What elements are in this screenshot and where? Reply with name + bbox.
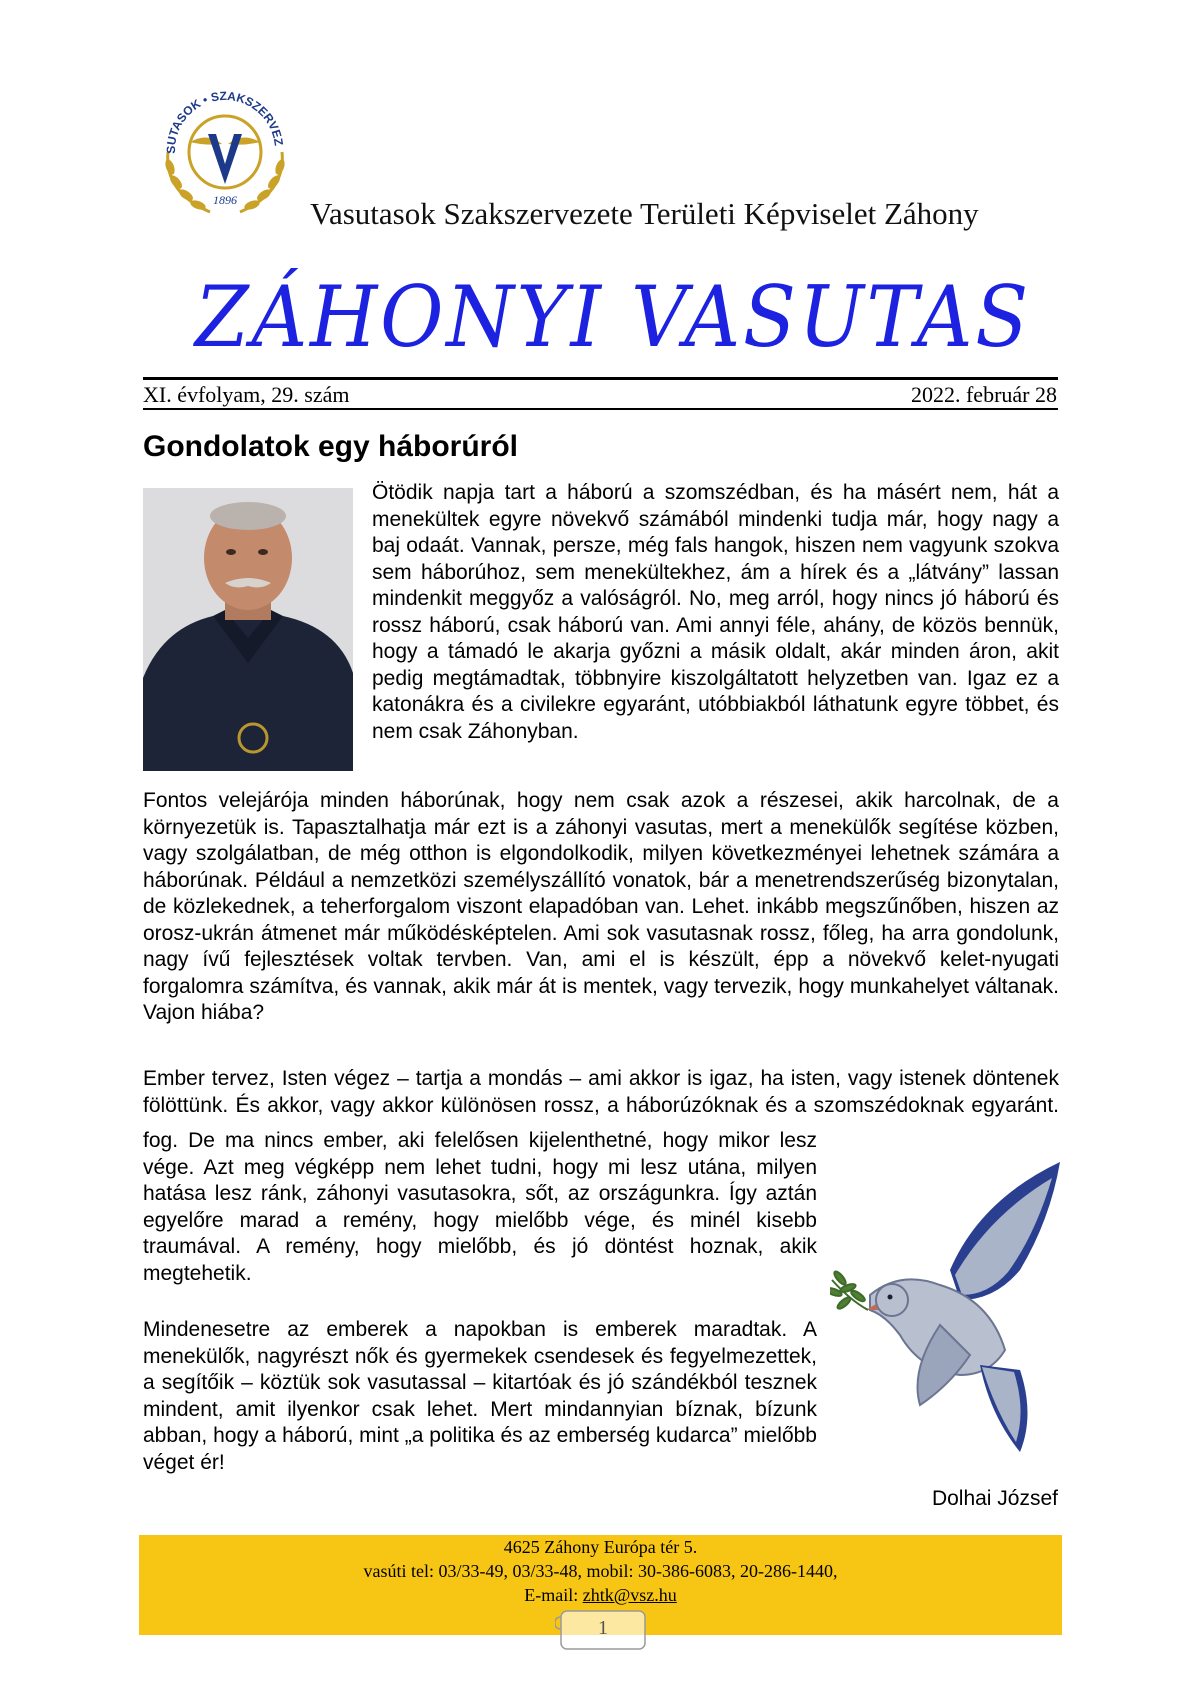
article-author: Dolhai József [931, 1487, 1058, 1510]
dove-icon [830, 1160, 1070, 1455]
logo-ring-text: SUTASOK • SZAKSZERVEZ [163, 88, 286, 154]
footer-phones: vasúti tel: 03/33-49, 03/33-48, mobil: 30-386-6083, 20-286-1440, [363, 1561, 838, 1581]
article-paragraph-3-continued: fog. De ma nincs ember, aki felelősen kijelenthetné, hogy mikor lesz vége. Azt meg végképp nem lehet tudni, hogy mi lesz utána, milyen hatása lesz ránk, záhonyi vasutasokra, sőt, az országunkra. Így aztán egyelőre marad a remény, hogy mielőbb vége, és minél kisebb traumával. A remény, hogy mielőbb, és jó döntést hoznak, akik megtehetik. [143, 1129, 817, 1285]
footer-email-line [139, 1583, 1062, 1607]
article-paragraph-4: Mindenesetre az emberek a napokban is emberek maradtak. A menekülők, nagyrészt nők és gyermekek csendesek és fegyelmezettek, a segítőik – köztük sok vasutassal – kitartóak és jó szándékból tesznek mindent, amit ilyenkor csak lehet. Mert mindannyian bíznak, bízunk abban, hogy a háború, mint „a politika és az emberség kudarca” mielőbb véget ér! [143, 1318, 817, 1474]
author-photo [143, 488, 353, 771]
author-portrait-icon [143, 488, 353, 771]
footer-email-label: E-mail: [524, 1585, 583, 1605]
union-logo [150, 72, 300, 222]
organization-name: Vasutasok Szakszervezete Területi Képviselet Záhony [310, 196, 979, 231]
footer-email-link[interactable]: zhtk@vsz.hu [582, 1585, 677, 1605]
union-emblem-icon [150, 72, 300, 222]
peace-dove-illustration [830, 1160, 1070, 1455]
issue-date: 2022. február 28 [910, 382, 1057, 407]
article-paragraph-2: Fontos velejárója minden háborúnak, hogy nem csak azok a részesei, akik harcolnak, de a környezetük is. Tapasztalhatja már ezt is a záhonyi vasutas, mert a menekülők segítése közben, vagy szolgálatban, de még otthon is elgondolkodik, milyen következményei lehetnek számára a háborúnak. Például a nemzetközi személyszállító vonatok, bár a menetrendszerűség bizonytalan, de közlekednek, a teherforgalom viszont elapadóban van. Lehet. inkább megszűnőben, hiszen az orosz-ukrán átmenet már működésképtelen. Ami sok vasutasnak rossz, főleg, ha arra gondolunk, nagy ívű fejlesztések voltak tervben. Van, ami el is készült, épp a növekvő kelet-nyugati forgalomra számítva, és vannak, akik már át is mentek, vagy tervezik, hogy munkahelyet váltanak. Vajon hiába? [143, 789, 1059, 1024]
logo-year: 1896 [213, 193, 237, 207]
article-paragraph-1: Ötödik napja tart a háború a szomszédban, és ha másért nem, hát a menekültek egyre növekvő számából mindenki tudja már, hogy nagy a baj odaát. Vannak, persze, még fals hangok, hiszen nem vagyunk szokva sem háborúhoz, sem menekültekhez, ám a hírek és a „látvány” lassan mindenkit meggyőz a valóságról. No, meg arról, hogy nincs jó háború és rossz háború, csak háború van. Ami annyi féle, ahány, de közös bennük, hogy a támadó le akarja győzni a másik oldalt, akár minden áron, akit pedig megtámadtak, többnyire kiszolgáltatott helyzetben van. Igaz ez a katonákra és a civilekre egyaránt, utóbbiakból láthatunk egyre többet, és nem csak Záhonyban. [372, 481, 1059, 743]
article-paragraph-3: Ember tervez, Isten végez – tartja a mondás – ami akkor is igaz, ha isten, vagy istenek döntenek fölöttünk. És akkor, vagy akkor különösen rossz, a háborúzóknak és a szomszédoknak egyaránt. [143, 1067, 1059, 1117]
masthead-divider-top [143, 377, 1058, 380]
footer-address: 4625 Záhony Európa tér 5. [503, 1537, 698, 1557]
page-number: 1 [598, 1617, 608, 1639]
newsletter-masthead: ZÁHONYI VASUTAS [195, 268, 1031, 366]
masthead-divider-bottom [143, 408, 1058, 410]
issue-number: XI. évfolyam, 29. szám [143, 382, 350, 407]
article-headline: Gondolatok egy háborúról [143, 430, 519, 463]
